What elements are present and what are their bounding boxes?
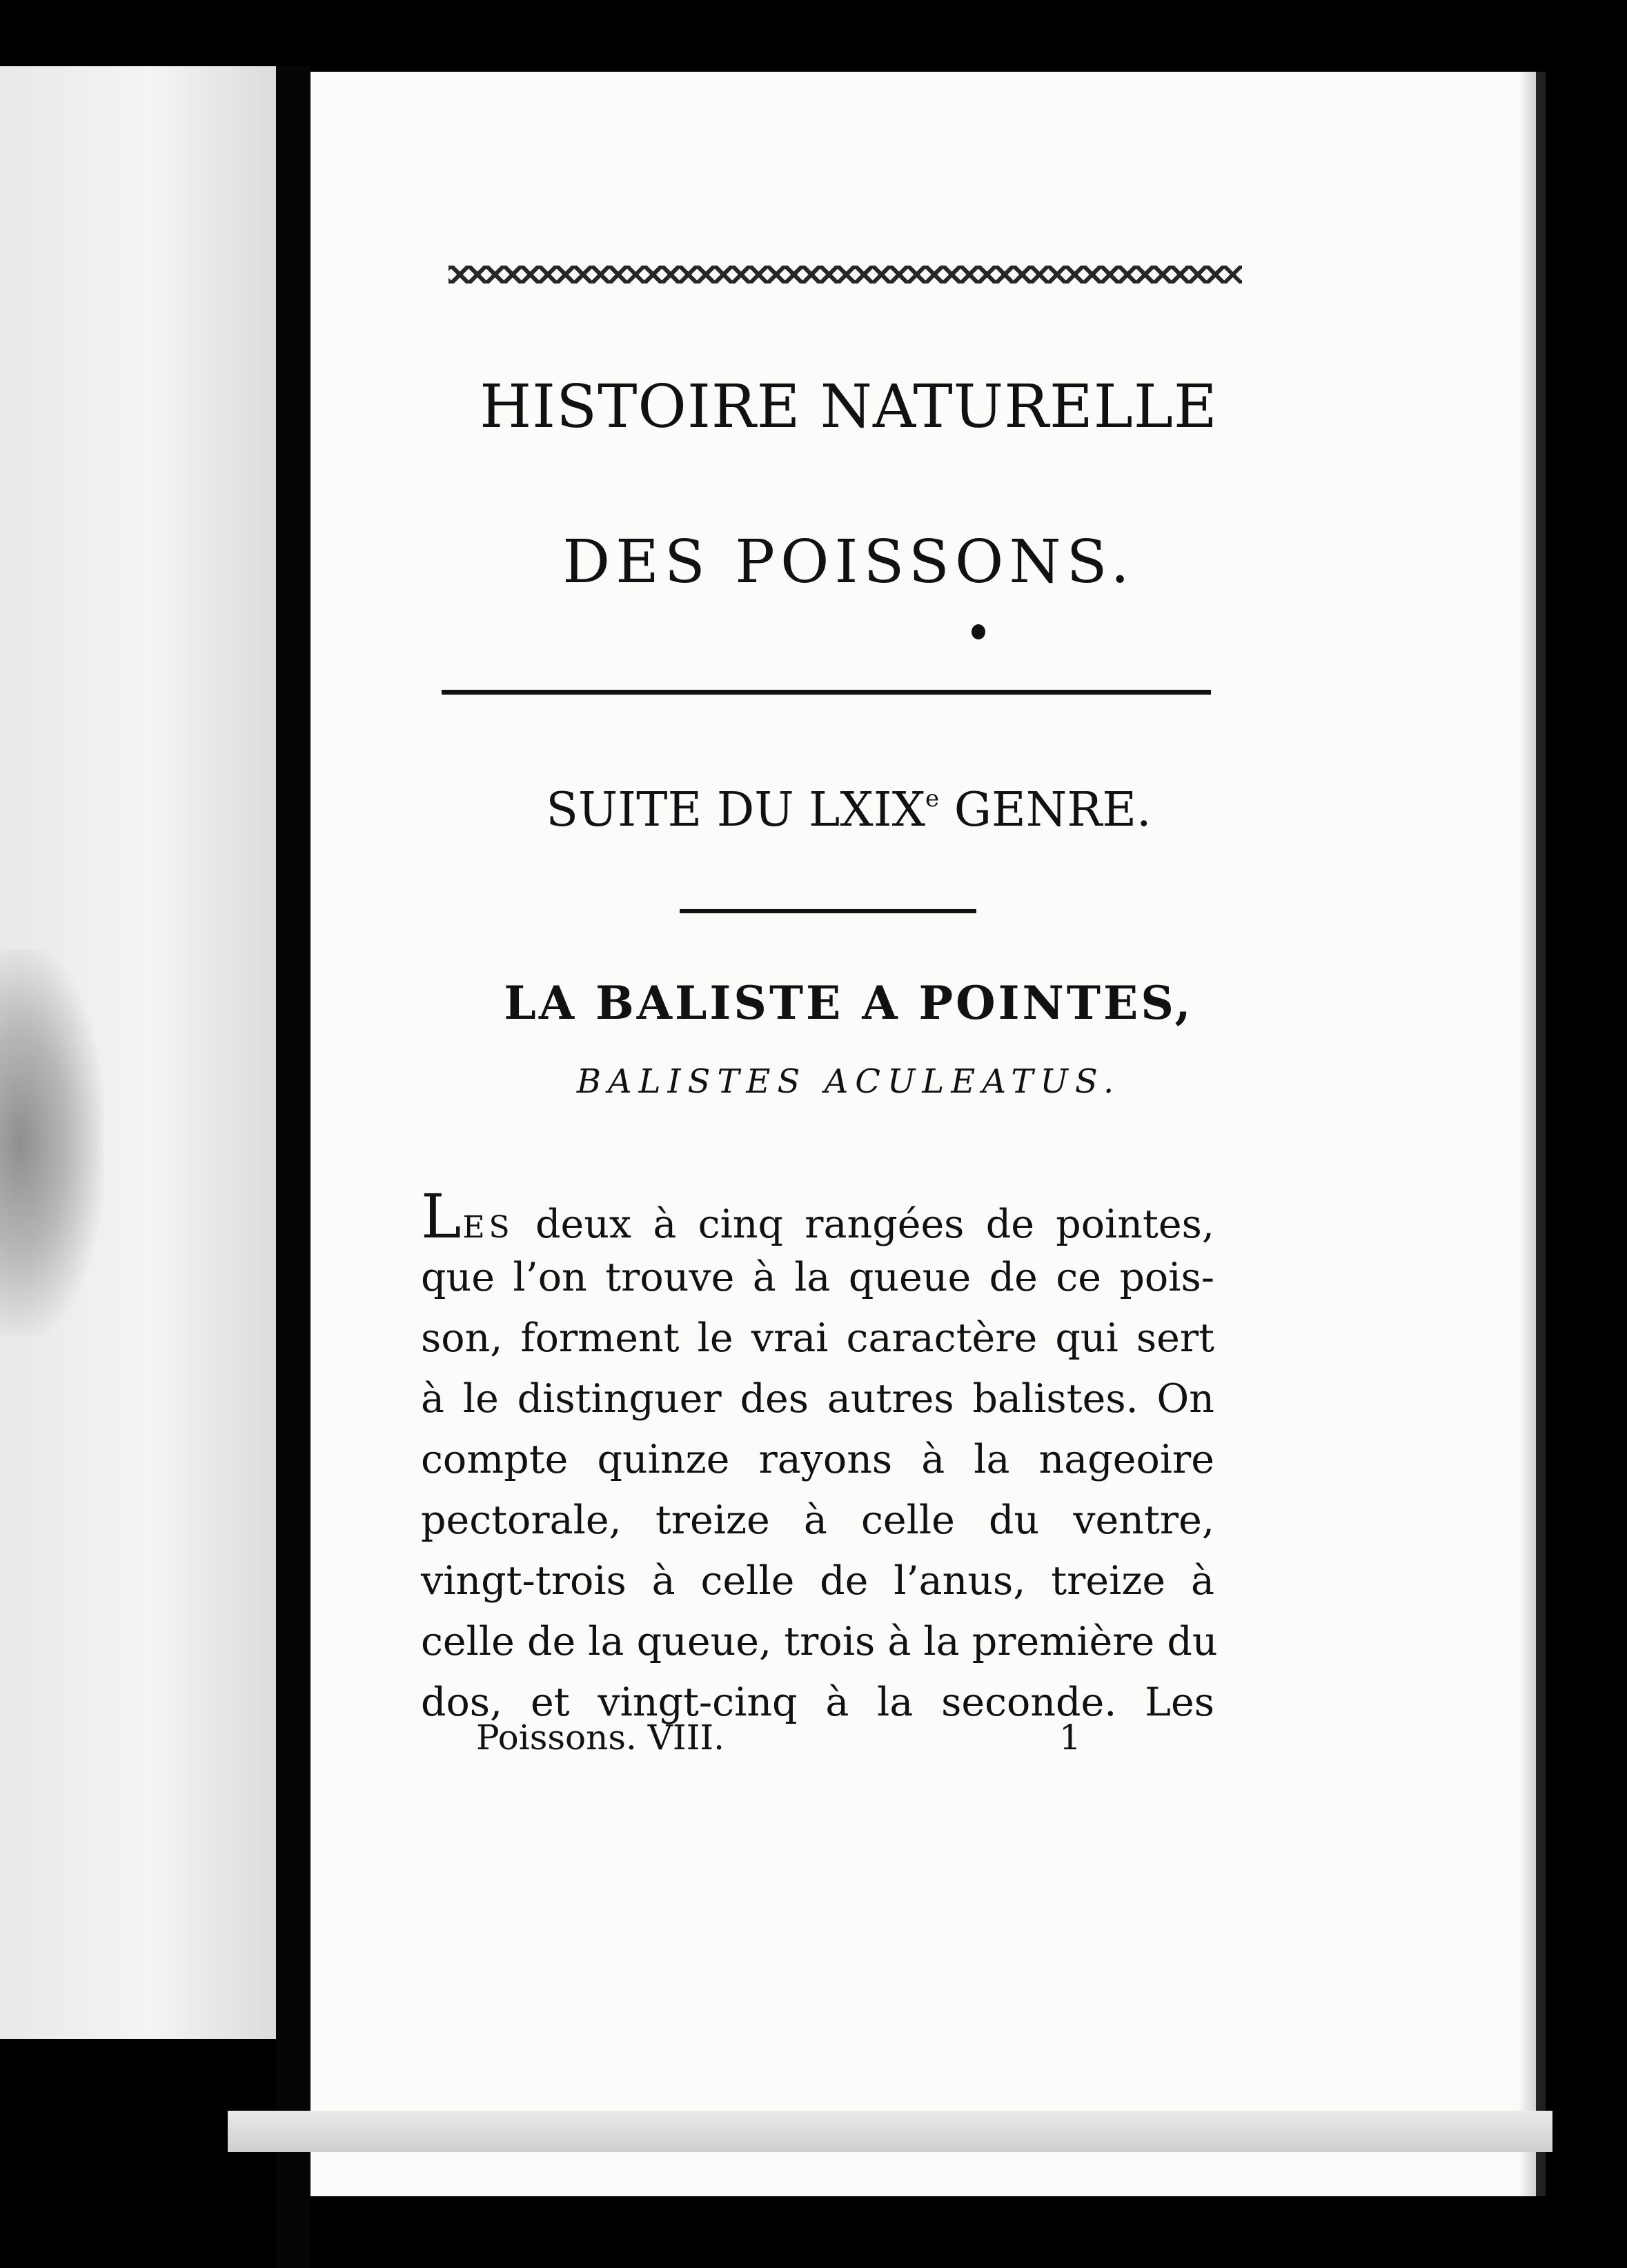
body-line-9: dos, et vingt-cinq à la seconde. Les: [421, 1680, 1214, 1725]
body-line-1-text: deux à cinq rangées de pointes,: [513, 1202, 1214, 1247]
book-gutter: [276, 66, 310, 2268]
body-line-4: à le distinguer des autres balistes. On: [421, 1376, 1214, 1422]
body-line-5: compte quinze rayons à la nageoire: [421, 1437, 1214, 1482]
genre-heading-superscript: e: [925, 785, 940, 813]
ornament-dot: [972, 624, 985, 639]
drop-cap-small-caps: ES: [462, 1210, 514, 1245]
species-name: LA BALISTE A POINTES,: [504, 976, 1194, 1030]
genre-heading-prefix: SUITE DU LXIX: [546, 783, 925, 837]
genre-heading-suffix: GENRE.: [939, 783, 1152, 837]
book-title-line-2: DES POISSONS.: [562, 528, 1135, 597]
body-line-7: vingt-trois à celle de l’anus, treize à: [421, 1558, 1214, 1604]
book-title-line-1: HISTOIRE NATURELLE: [480, 372, 1218, 441]
section-rule: [680, 909, 976, 913]
body-line-3: son, forment le vrai caractère qui sert: [421, 1315, 1214, 1361]
title-rule: [442, 690, 1211, 695]
header-ornament: [448, 266, 1242, 284]
bleed-through-illustration: [0, 949, 103, 1335]
genre-heading: [442, 783, 1256, 837]
species-latin-name: BALISTES ACULEATUS.: [576, 1062, 1121, 1101]
previous-page-edge: [0, 66, 276, 2039]
body-paragraph: [421, 1181, 1218, 1733]
drop-cap: L: [421, 1181, 463, 1252]
signature-mark: Poissons. VIII.: [476, 1718, 725, 1758]
body-line-6: pectorale, treize à celle du ventre,: [421, 1498, 1214, 1543]
sheet-number: 1: [1059, 1718, 1081, 1758]
body-line-8: celle de la queue, trois à la première du: [421, 1619, 1218, 1664]
page-bottom-edge: [228, 2111, 1552, 2152]
body-line-1: [421, 1181, 1214, 1252]
body-line-2: que l’on trouve à la queue de ce pois-: [421, 1255, 1214, 1300]
